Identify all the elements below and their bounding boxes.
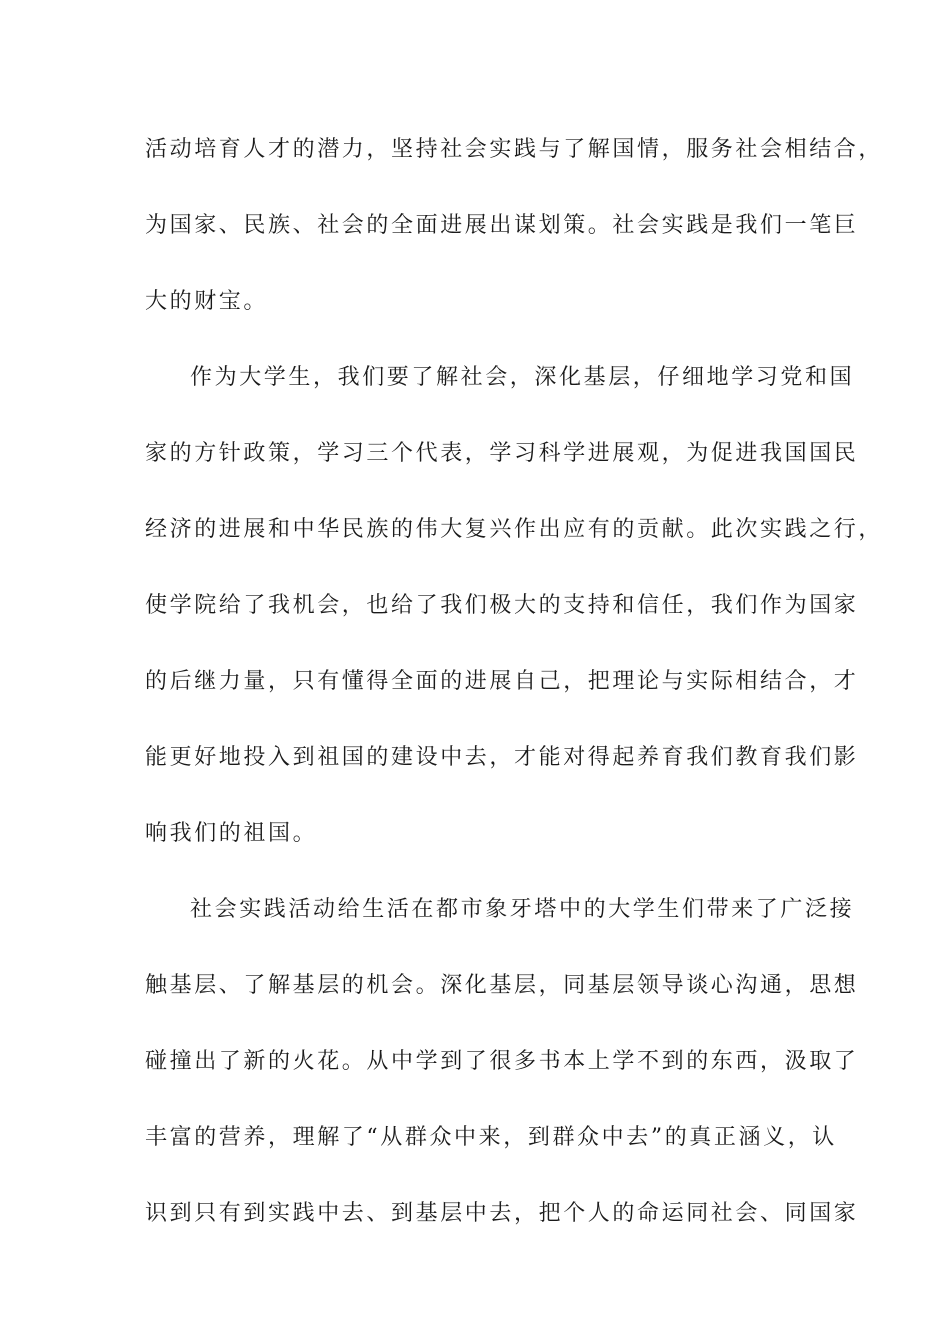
text-line-3: 大的财宝。 xyxy=(145,289,269,314)
text-line-13: 碰撞出了新的火花。从中学到了很多书本上学不到的东西，汲取了 xyxy=(145,1049,859,1074)
text-line-6: 经济的进展和中华民族的伟大复兴作出应有的贡献。此次实践之行， xyxy=(145,517,884,542)
text-line-14: 丰富的营养，理解了“从群众中来，到群众中去”的真正涵义，认 xyxy=(145,1125,837,1150)
text-line-12: 触基层、了解基层的机会。深化基层，同基层领导谈心沟通，思想 xyxy=(145,973,859,998)
paragraph-2-first-line: 作为大学生，我们要了解社会，深化基层，仔细地学习党和国 xyxy=(190,365,855,390)
text-line-8: 的后继力量，只有懂得全面的进展自己，把理论与实际相结合，才 xyxy=(145,669,859,694)
text-line-7: 使学院给了我机会，也给了我们极大的支持和信任，我们作为国家 xyxy=(145,593,859,618)
text-line-1: 活动培育人才的潜力，坚持社会实践与了解国情，服务社会相结合， xyxy=(145,137,884,162)
text-line-9: 能更好地投入到祖国的建设中去，才能对得起养育我们教育我们影 xyxy=(145,745,859,770)
paragraph-3-first-line: 社会实践活动给生活在都市象牙塔中的大学生们带来了广泛接 xyxy=(190,897,855,922)
text-line-5: 家的方针政策，学习三个代表，学习科学进展观，为促进我国国民 xyxy=(145,441,859,466)
text-line-10: 响我们的祖国。 xyxy=(145,821,318,846)
text-line-15: 识到只有到实践中去、到基层中去，把个人的命运同社会、同国家 xyxy=(145,1201,859,1226)
text-line-2: 为国家、民族、社会的全面进展出谋划策。社会实践是我们一笔巨 xyxy=(145,213,859,238)
